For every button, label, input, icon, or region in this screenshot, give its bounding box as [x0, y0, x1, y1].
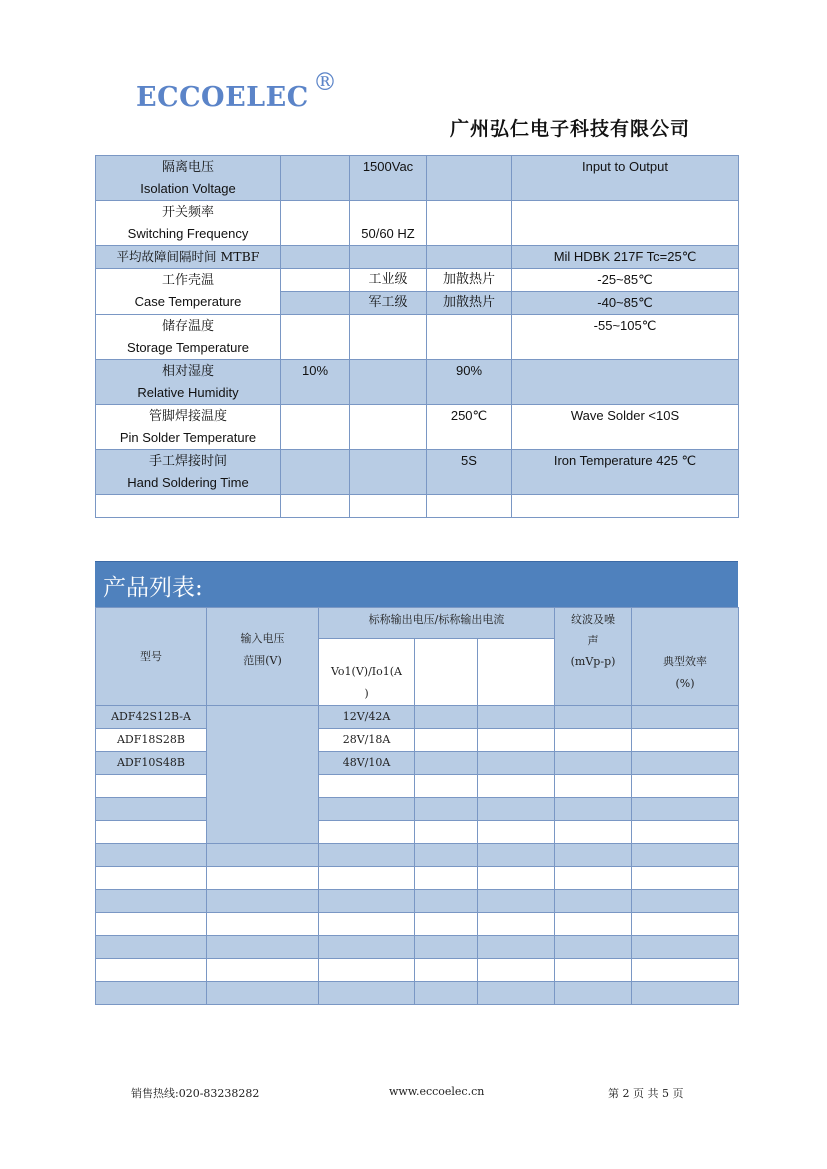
spec-condition: 加散热片: [427, 269, 512, 292]
cell-model: ADF18S28B: [96, 729, 207, 752]
product-row: [96, 798, 739, 821]
cell-input-range: [207, 706, 319, 844]
spec-empty-cell: [281, 495, 350, 518]
product-header-row: [96, 608, 739, 639]
cell-empty: [478, 913, 555, 936]
cell-empty: [207, 867, 319, 890]
spec-row-case-temp-industrial: [96, 269, 739, 292]
product-table: [95, 607, 739, 1005]
spec-max: [427, 156, 512, 201]
cell-empty: [96, 913, 207, 936]
cell-empty: [415, 890, 478, 913]
spec-table: [95, 155, 739, 518]
spec-min: 10%: [281, 360, 350, 405]
spec-min: [281, 315, 350, 360]
spec-max: [427, 315, 512, 360]
cell-empty: [478, 752, 555, 775]
product-row: [96, 821, 739, 844]
spec-note: [512, 360, 739, 405]
cell-empty: [415, 752, 478, 775]
cell-empty: [96, 890, 207, 913]
cell-vo: 48V/10A: [319, 752, 415, 775]
cell-empty: [478, 890, 555, 913]
cell-empty: [415, 844, 478, 867]
spec-note: Input to Output: [512, 156, 739, 201]
spec-param: 平均故障间隔时间 MTBF: [96, 246, 281, 269]
spec-param: 工作壳温 Case Temperature: [96, 269, 281, 315]
cell-empty: [632, 890, 739, 913]
cell-empty: [555, 729, 632, 752]
cell-empty: [207, 982, 319, 1005]
spec-note: Iron Temperature 425 ℃: [512, 450, 739, 495]
spec-min: [281, 405, 350, 450]
cell-empty: [319, 844, 415, 867]
product-row: [96, 844, 739, 867]
cell-empty: [319, 775, 415, 798]
cell-empty: [555, 959, 632, 982]
product-row: [96, 936, 739, 959]
spec-row-switching-frequency: [96, 201, 739, 246]
cell-empty: [632, 706, 739, 729]
header-output: 标称输出电压/标称输出电流: [319, 608, 555, 639]
cell-empty: [207, 890, 319, 913]
cell-empty: [319, 936, 415, 959]
spec-min: [281, 269, 350, 292]
spec-typ: [350, 315, 427, 360]
header-empty: [478, 639, 555, 706]
spec-param: 隔离电压 Isolation Voltage: [96, 156, 281, 201]
spec-max: 90%: [427, 360, 512, 405]
product-row: [96, 752, 739, 775]
cell-empty: [415, 913, 478, 936]
cell-empty: [632, 821, 739, 844]
spec-max: [427, 246, 512, 269]
cell-empty: [632, 959, 739, 982]
cell-empty: [478, 706, 555, 729]
cell-empty: [632, 775, 739, 798]
cell-empty: [478, 959, 555, 982]
spec-typ: [350, 405, 427, 450]
spec-note: -55~105℃: [512, 315, 739, 360]
spec-grade: 军工级: [350, 292, 427, 315]
cell-empty: [319, 867, 415, 890]
spec-param: 相对湿度 Relative Humidity: [96, 360, 281, 405]
cell-empty: [96, 867, 207, 890]
spec-row-pin-solder: [96, 405, 739, 450]
spec-grade: 工业级: [350, 269, 427, 292]
cell-empty: [96, 775, 207, 798]
spec-min: [281, 156, 350, 201]
cell-model: ADF42S12B-A: [96, 706, 207, 729]
spec-typ: [350, 360, 427, 405]
spec-max: 250℃: [427, 405, 512, 450]
cell-empty: [96, 936, 207, 959]
cell-empty: [96, 982, 207, 1005]
spec-note: [512, 201, 739, 246]
spec-condition: 加散热片: [427, 292, 512, 315]
footer-hotline: 销售热线:020-83238282: [131, 1087, 260, 1100]
spec-min: [281, 201, 350, 246]
product-row: [96, 959, 739, 982]
cell-empty: [555, 913, 632, 936]
spec-note: Wave Solder <10S: [512, 405, 739, 450]
spec-param: 管脚焊接温度 Pin Solder Temperature: [96, 405, 281, 450]
cell-empty: [319, 821, 415, 844]
cell-empty: [555, 775, 632, 798]
cell-vo: 12V/42A: [319, 706, 415, 729]
header-vo-io: Vo1(V)/Io1(A ): [319, 639, 415, 706]
cell-empty: [478, 821, 555, 844]
spec-note: Mil HDBK 217F Tc=25℃: [512, 246, 739, 269]
cell-empty: [555, 982, 632, 1005]
spec-typ: 1500Vac: [350, 156, 427, 201]
spec-empty-cell: [350, 495, 427, 518]
cell-empty: [555, 798, 632, 821]
cell-empty: [207, 936, 319, 959]
cell-empty: [478, 729, 555, 752]
cell-empty: [207, 959, 319, 982]
footer-website[interactable]: www.eccoelec.cn: [389, 1085, 485, 1098]
footer-page-number: 第 2 页 共 5 页: [608, 1087, 684, 1100]
product-row: [96, 729, 739, 752]
cell-empty: [96, 821, 207, 844]
spec-param: 开关频率 Switching Frequency: [96, 201, 281, 246]
cell-vo: 28V/18A: [319, 729, 415, 752]
product-list-title: 产品列表:: [103, 575, 203, 601]
product-row: [96, 867, 739, 890]
spec-row-isolation-voltage: [96, 156, 739, 201]
cell-empty: [207, 913, 319, 936]
spec-row-empty: [96, 495, 739, 518]
cell-empty: [632, 982, 739, 1005]
cell-empty: [555, 821, 632, 844]
cell-empty: [478, 982, 555, 1005]
spec-note: -40~85℃: [512, 292, 739, 315]
spec-empty-cell: [427, 495, 512, 518]
company-logo: ECCOELEC: [136, 82, 309, 113]
cell-empty: [319, 982, 415, 1005]
cell-empty: [319, 890, 415, 913]
product-row: [96, 706, 739, 729]
header-efficiency: 典型效率 (%): [632, 608, 739, 706]
cell-empty: [319, 959, 415, 982]
spec-note: -25~85℃: [512, 269, 739, 292]
cell-empty: [207, 844, 319, 867]
cell-empty: [555, 890, 632, 913]
registered-mark: ®: [313, 68, 337, 96]
cell-empty: [555, 706, 632, 729]
cell-empty: [555, 844, 632, 867]
cell-empty: [632, 844, 739, 867]
cell-empty: [415, 775, 478, 798]
product-row: [96, 982, 739, 1005]
cell-empty: [415, 798, 478, 821]
spec-empty-cell: [512, 495, 739, 518]
spec-row-hand-soldering: [96, 450, 739, 495]
product-row: [96, 775, 739, 798]
spec-param: 手工焊接时间 Hand Soldering Time: [96, 450, 281, 495]
cell-empty: [478, 798, 555, 821]
spec-empty-cell: [96, 495, 281, 518]
spec-row-mtbf: [96, 246, 739, 269]
product-row: [96, 913, 739, 936]
cell-empty: [478, 775, 555, 798]
spec-typ: [350, 450, 427, 495]
cell-model: ADF10S48B: [96, 752, 207, 775]
spec-param: 储存温度 Storage Temperature: [96, 315, 281, 360]
cell-empty: [555, 936, 632, 959]
cell-empty: [415, 706, 478, 729]
cell-empty: [319, 798, 415, 821]
spec-row-storage-temp: [96, 315, 739, 360]
cell-empty: [478, 844, 555, 867]
header-ripple-noise: 纹波及噪 声 (mVp-p): [555, 608, 632, 706]
spec-max: 5S: [427, 450, 512, 495]
spec-typ: [350, 246, 427, 269]
cell-empty: [319, 913, 415, 936]
product-row: [96, 890, 739, 913]
spec-min: [281, 292, 350, 315]
header-input-voltage: 输入电压 范围(V): [207, 608, 319, 706]
company-name: 广州弘仁电子科技有限公司: [450, 118, 691, 140]
cell-empty: [478, 867, 555, 890]
header-empty: [415, 639, 478, 706]
cell-empty: [632, 936, 739, 959]
cell-empty: [96, 798, 207, 821]
cell-empty: [415, 982, 478, 1005]
spec-min: [281, 246, 350, 269]
cell-empty: [555, 867, 632, 890]
spec-max: [427, 201, 512, 246]
cell-empty: [415, 729, 478, 752]
spec-row-humidity: [96, 360, 739, 405]
cell-empty: [415, 936, 478, 959]
cell-empty: [632, 867, 739, 890]
cell-empty: [632, 798, 739, 821]
cell-empty: [555, 752, 632, 775]
cell-empty: [415, 959, 478, 982]
cell-empty: [96, 959, 207, 982]
cell-empty: [632, 913, 739, 936]
cell-empty: [632, 729, 739, 752]
cell-empty: [96, 844, 207, 867]
spec-min: [281, 450, 350, 495]
header-model: 型号: [96, 608, 207, 706]
product-list-title-bar: [95, 561, 738, 608]
spec-typ: 50/60 HZ: [350, 201, 427, 246]
cell-empty: [415, 821, 478, 844]
cell-empty: [478, 936, 555, 959]
cell-empty: [415, 867, 478, 890]
cell-empty: [632, 752, 739, 775]
